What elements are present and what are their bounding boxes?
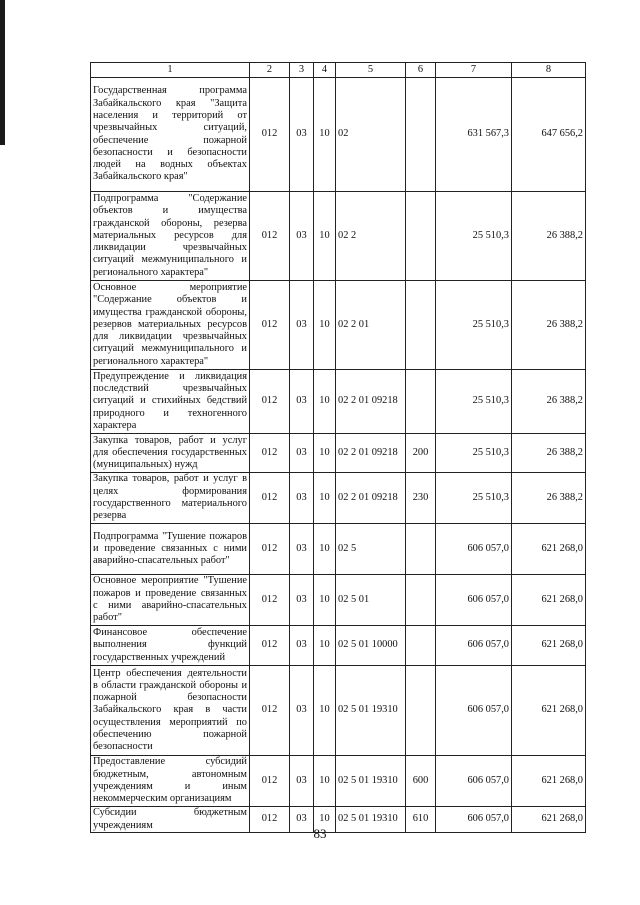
- row-vr: 200: [406, 434, 436, 473]
- row-grbs: 012: [250, 626, 290, 666]
- row-name: Основное мероприятие "Содержание объектов и имущества гражданской обороны, резервов материальных ресурсов для ликвидации чрезвычайных ситуаций межмуниципального и регионального характера": [91, 281, 250, 370]
- row-name: Государственная программа Забайкальского края "Защита населения и территорий от чрезвычайных ситуаций, обеспечение пожарной безопасности и безопасности людей на водных объектах Забайкальского края": [91, 78, 250, 192]
- table-row: [91, 756, 586, 807]
- row-vr: [406, 281, 436, 370]
- row-vr: 230: [406, 473, 436, 524]
- row-value-1: 25 510,3: [436, 370, 512, 434]
- row-value-2: 647 656,2: [512, 78, 586, 192]
- row-csr: 02 2 01: [336, 281, 406, 370]
- row-value-2: 26 388,2: [512, 281, 586, 370]
- row-grbs: 012: [250, 370, 290, 434]
- row-grbs: 012: [250, 78, 290, 192]
- row-rz: 03: [290, 575, 314, 626]
- row-pr: 10: [314, 370, 336, 434]
- row-value-2: 621 268,0: [512, 626, 586, 666]
- row-rz: 03: [290, 434, 314, 473]
- row-csr: 02 5 01 19310: [336, 756, 406, 807]
- row-pr: 10: [314, 192, 336, 281]
- table-row: [91, 524, 586, 575]
- row-name: Основное мероприятие "Тушение пожаров и проведение связанных с ними аварийно-спасательных работ": [91, 575, 250, 626]
- row-rz: 03: [290, 192, 314, 281]
- header-col-8: 8: [512, 63, 586, 78]
- row-rz: 03: [290, 666, 314, 756]
- row-value-1: 25 510,3: [436, 281, 512, 370]
- row-name: Подпрограмма "Содержание объектов и имущества гражданской обороны, резерва материальных ресурсов для ликвидации чрезвычайных ситуаций межмуниципального и регионального характера": [91, 192, 250, 281]
- page-number: 83: [313, 826, 327, 841]
- row-rz: 03: [290, 78, 314, 192]
- row-csr: 02 2 01 09218: [336, 434, 406, 473]
- row-pr: 10: [314, 434, 336, 473]
- row-pr: 10: [314, 807, 336, 833]
- row-name: Предупреждение и ликвидация последствий чрезвычайных ситуаций и стихийных бедствий природного и техногенного характера: [91, 370, 250, 434]
- row-vr: [406, 192, 436, 281]
- row-csr: 02 5 01 10000: [336, 626, 406, 666]
- row-pr: 10: [314, 666, 336, 756]
- table-row: [91, 575, 586, 626]
- row-rz: 03: [290, 626, 314, 666]
- row-vr: [406, 666, 436, 756]
- row-name: Закупка товаров, работ и услуг в целях формирования государственного материального резерва: [91, 473, 250, 524]
- table-row: [91, 473, 586, 524]
- table-row: [91, 434, 586, 473]
- row-rz: 03: [290, 370, 314, 434]
- row-pr: 10: [314, 524, 336, 575]
- row-csr: 02 5 01 19310: [336, 807, 406, 833]
- row-value-2: 26 388,2: [512, 192, 586, 281]
- row-pr: 10: [314, 756, 336, 807]
- row-vr: [406, 524, 436, 575]
- row-value-1: 631 567,3: [436, 78, 512, 192]
- row-value-2: 26 388,2: [512, 473, 586, 524]
- row-value-1: 606 057,0: [436, 756, 512, 807]
- row-grbs: 012: [250, 192, 290, 281]
- row-name: Подпрограмма "Тушение пожаров и проведение связанных с ними аварийно-спасательных работ": [91, 524, 250, 575]
- row-name: Финансовое обеспечение выполнения функций государственных учреждений: [91, 626, 250, 666]
- row-value-2: 26 388,2: [512, 434, 586, 473]
- row-grbs: 012: [250, 666, 290, 756]
- row-vr: [406, 370, 436, 434]
- row-value-2: 621 268,0: [512, 575, 586, 626]
- row-rz: 03: [290, 281, 314, 370]
- row-rz: 03: [290, 524, 314, 575]
- row-grbs: 012: [250, 756, 290, 807]
- row-grbs: 012: [250, 807, 290, 833]
- row-vr: [406, 626, 436, 666]
- header-row: [91, 63, 586, 78]
- row-csr: 02 5: [336, 524, 406, 575]
- row-vr: 600: [406, 756, 436, 807]
- row-csr: 02 2 01 09218: [336, 370, 406, 434]
- header-col-4: 4: [314, 63, 336, 78]
- row-value-1: 25 510,3: [436, 192, 512, 281]
- row-rz: 03: [290, 756, 314, 807]
- row-value-2: 621 268,0: [512, 807, 586, 833]
- row-grbs: 012: [250, 524, 290, 575]
- row-value-1: 606 057,0: [436, 666, 512, 756]
- row-value-1: 25 510,3: [436, 473, 512, 524]
- row-value-1: 606 057,0: [436, 626, 512, 666]
- row-value-1: 25 510,3: [436, 434, 512, 473]
- row-name: Центр обеспечения деятельности в области гражданской обороны и пожарной безопасности Забайкальского края в части осуществления мероприятий по обеспечению пожарной безопасности: [91, 666, 250, 756]
- header-col-5: 5: [336, 63, 406, 78]
- row-rz: 03: [290, 473, 314, 524]
- table-row: [91, 281, 586, 370]
- row-vr: 610: [406, 807, 436, 833]
- row-value-1: 606 057,0: [436, 575, 512, 626]
- row-pr: 10: [314, 626, 336, 666]
- table-row: [91, 626, 586, 666]
- header-col-2: 2: [250, 63, 290, 78]
- row-vr: [406, 78, 436, 192]
- row-pr: 10: [314, 473, 336, 524]
- table-row: [91, 192, 586, 281]
- budget-table: [90, 62, 586, 833]
- row-csr: 02: [336, 78, 406, 192]
- row-grbs: 012: [250, 575, 290, 626]
- table-row: [91, 370, 586, 434]
- row-pr: 10: [314, 575, 336, 626]
- row-pr: 10: [314, 78, 336, 192]
- row-value-2: 621 268,0: [512, 524, 586, 575]
- row-name: Предоставление субсидий бюджетным, автономным учреждениям и иным некоммерческим организациям: [91, 756, 250, 807]
- row-csr: 02 2: [336, 192, 406, 281]
- row-value-2: 621 268,0: [512, 666, 586, 756]
- row-value-2: 26 388,2: [512, 370, 586, 434]
- row-rz: 03: [290, 807, 314, 833]
- header-col-6: 6: [406, 63, 436, 78]
- header-col-7: 7: [436, 63, 512, 78]
- row-value-1: 606 057,0: [436, 524, 512, 575]
- header-col-3: 3: [290, 63, 314, 78]
- header-col-1: 1: [91, 63, 250, 78]
- row-csr: 02 5 01 19310: [336, 666, 406, 756]
- row-csr: 02 5 01: [336, 575, 406, 626]
- table-row: [91, 78, 586, 192]
- scan-edge-mark: [0, 0, 5, 145]
- row-grbs: 012: [250, 281, 290, 370]
- table-row: [91, 666, 586, 756]
- row-value-1: 606 057,0: [436, 807, 512, 833]
- row-name: Закупка товаров, работ и услуг для обеспечения государственных (муниципальных) нужд: [91, 434, 250, 473]
- row-vr: [406, 575, 436, 626]
- row-pr: 10: [314, 281, 336, 370]
- row-name: Субсидии бюджетным учреждениям: [91, 807, 250, 833]
- row-grbs: 012: [250, 434, 290, 473]
- row-csr: 02 2 01 09218: [336, 473, 406, 524]
- row-value-2: 621 268,0: [512, 756, 586, 807]
- row-grbs: 012: [250, 473, 290, 524]
